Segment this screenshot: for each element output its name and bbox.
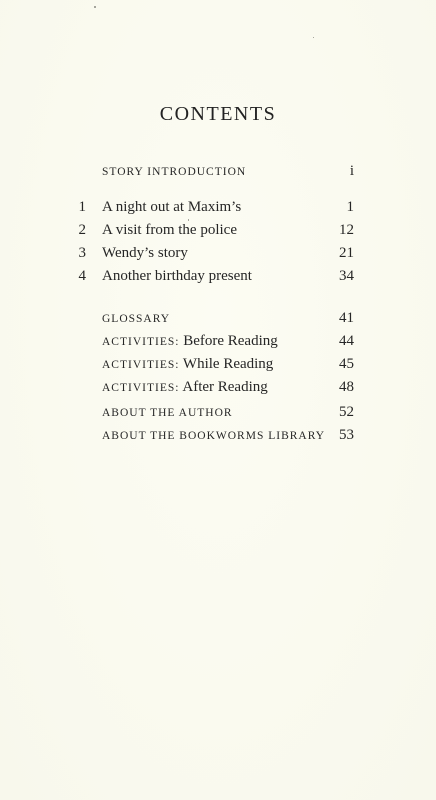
activities-prefix: ACTIVITIES: — [102, 359, 180, 371]
toc-entry-label — [102, 333, 278, 350]
toc-entry-label: GLOSSARY — [102, 313, 171, 325]
page-title: CONTENTS — [159, 103, 277, 125]
toc-page-number: 52 — [339, 404, 354, 420]
toc-row-intro — [0, 163, 436, 183]
toc-page-number: 41 — [339, 310, 354, 326]
chapter-title: Another birthday present — [102, 268, 252, 284]
toc-page-number: 44 — [339, 333, 354, 349]
activities-prefix: ACTIVITIES: — [102, 382, 180, 394]
toc-entry-label: ABOUT THE AUTHOR — [102, 407, 233, 419]
toc-page-number: 45 — [339, 356, 354, 372]
chapter-title: A visit from the police — [102, 222, 237, 238]
toc-entry-label — [102, 379, 268, 396]
toc-page-number: 12 — [339, 222, 354, 238]
activities-prefix: ACTIVITIES: — [102, 336, 180, 348]
toc-row-activities-after — [0, 379, 436, 399]
toc-page-number: 1 — [346, 199, 354, 215]
toc-row-chapter-1 — [0, 199, 436, 219]
toc-row-activities-before — [0, 333, 436, 353]
paper-speck — [313, 37, 314, 38]
toc-row-activities-while — [0, 356, 436, 376]
paper-speck — [188, 219, 189, 221]
toc-page-number: 53 — [339, 427, 354, 443]
activities-title: Before Reading — [183, 333, 278, 349]
chapter-number: 4 — [78, 268, 86, 284]
activities-title: While Reading — [182, 356, 274, 372]
toc-entry-label: ABOUT THE BOOKWORMS LIBRARY — [102, 430, 326, 442]
toc-row-about-author — [0, 404, 436, 424]
chapter-number: 3 — [78, 245, 86, 261]
toc-page-number: 21 — [339, 245, 354, 261]
chapter-title: Wendy’s story — [102, 245, 188, 261]
toc-page-number: i — [349, 163, 354, 179]
toc-entry-label — [102, 356, 273, 373]
chapter-title: A night out at Maxim’s — [102, 199, 242, 215]
paper-speck — [94, 6, 96, 8]
toc-page-number: 48 — [339, 379, 354, 395]
activities-title: After Reading — [182, 379, 268, 395]
chapter-number: 2 — [78, 222, 86, 238]
toc-row-chapter-3 — [0, 245, 436, 265]
chapter-number: 1 — [78, 199, 86, 215]
toc-row-about-library — [0, 427, 436, 447]
toc-entry-label: STORY INTRODUCTION — [102, 166, 247, 178]
toc-row-chapter-4 — [0, 268, 436, 288]
toc-page-number: 34 — [339, 268, 354, 284]
toc-row-glossary — [0, 310, 436, 330]
toc-row-chapter-2 — [0, 222, 436, 242]
